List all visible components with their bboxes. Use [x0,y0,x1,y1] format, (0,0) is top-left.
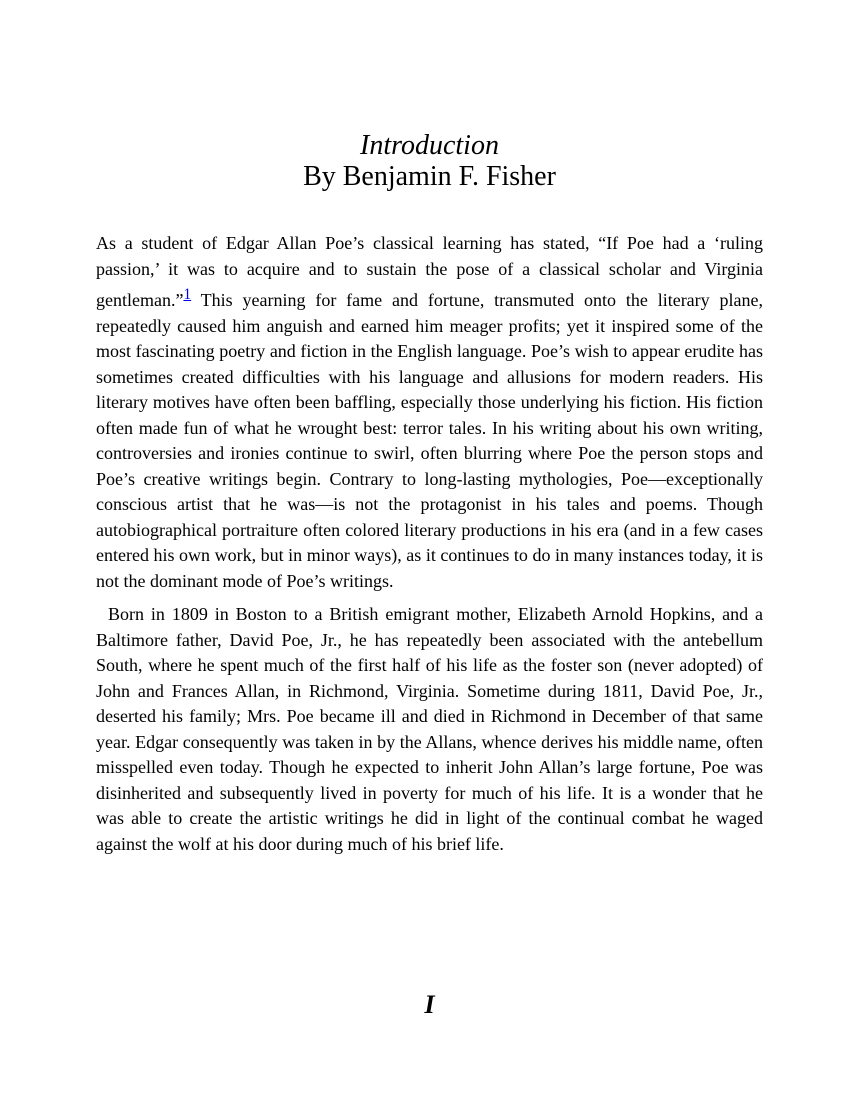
footnote-1-link[interactable]: 1 [183,286,192,303]
paragraph-1-text-after-note: This yearning for fame and fortune, transmuted onto the literary plane, repeatedly caused him anguish and earned him meager profits; yet it inspired some of the most fascinating poetry and fiction in the English language. Poe’s wish to appear erudite has sometimes created difficulties with his language and allusions for modern readers. His literary motives have often been baffling, especially those underlying his fiction. His fiction often made fun of what he wrought best: terror tales. In his writing about his own writing, controversies and ironies continue to swirl, often blurring where Poe the person stops and Poe’s creative writings begin. Contrary to long-lasting mythologies, Poe—exceptionally conscious artist that he was—is not the protagonist in his tales and poems. Though autobiographical portraiture often colored literary productions in his era (and in a few cases entered his own work, but in minor ways), as it continues to do in many instances today, it is not the dominant mode of Poe’s writings. [96,290,763,591]
chapter-title: Introduction [360,130,499,161]
chapter-heading [96,130,763,192]
paragraph-1-text-before-note: As a student of Edgar Allan Poe’s classical learning has stated, “If Poe had a ‘ruling passion,’ it was to acquire and to sustain the pose of a classical scholar and Virginia gentleman.” [96,233,763,310]
body-text [96,231,763,857]
paragraph-1 [96,231,763,594]
page-number: I [424,990,435,1019]
footnote-superscript [183,286,191,303]
paragraph-2: Born in 1809 in Boston to a British emigrant mother, Elizabeth Arnold Hopkins, and a Baltimore father, David Poe, Jr., he has repeatedly been associated with the antebellum South, where he spent much of the first half of his life as the foster son (never adopted) of John and Frances Allan, in Richmond, Virginia. Sometime during 1811, David Poe, Jr., deserted his family; Mrs. Poe became ill and died in Richmond in December of that same year. Edgar consequently was taken in by the Allans, whence derives his middle name, often misspelled even today. Though he expected to inherit John Allan’s large fortune, Poe was disinherited and subsequently lived in poverty for much of his life. It is a wonder that he was able to create the artistic writings he did in light of the continual combat he waged against the wolf at his door during much of his brief life. [96,604,763,854]
author-byline: By Benjamin F. Fisher [303,161,556,192]
